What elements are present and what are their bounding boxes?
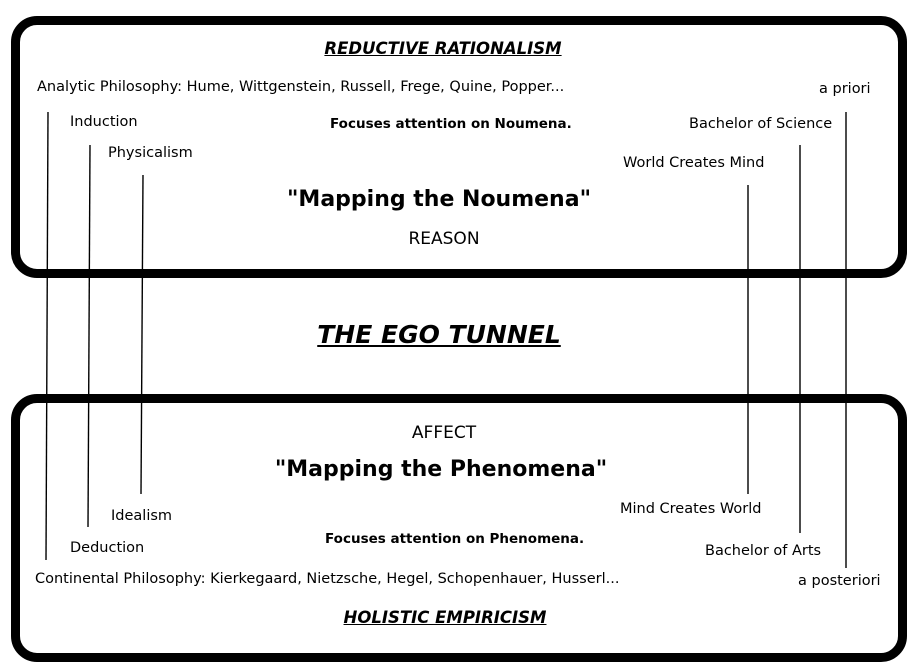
top-philosophy-label: Analytic Philosophy: Hume, Wittgenstein, Russell, Frege, Quine, Popper...: [37, 79, 565, 95]
top-knowledge-label: a priori: [819, 81, 871, 97]
top-method-label: Induction: [70, 114, 138, 130]
bottom-heading: HOLISTIC EMPIRICISM: [343, 608, 547, 627]
bottom-focus-text: Focuses attention on Phenomena.: [325, 531, 585, 547]
top-heading: REDUCTIVE RATIONALISM: [324, 39, 562, 58]
bottom-method-label: Deduction: [70, 540, 145, 556]
top-degree-label: Bachelor of Science: [689, 116, 833, 132]
bottom-ontology-label: Idealism: [111, 508, 173, 524]
connector-philosophy: [46, 112, 48, 560]
connector-method: [88, 145, 90, 527]
top-ontology-label: Physicalism: [108, 145, 193, 161]
bottom-causation-label: Mind Creates World: [620, 501, 762, 517]
top-focus-text: Focuses attention on Noumena.: [330, 116, 572, 132]
top-mapping-title: "Mapping the Noumena": [286, 187, 592, 212]
top-faculty-label: REASON: [408, 229, 480, 249]
ego-tunnel-title: THE EGO TUNNEL: [317, 320, 561, 349]
top-causation-label: World Creates Mind: [623, 155, 765, 171]
bottom-knowledge-label: a posteriori: [798, 573, 881, 589]
connector-ontology: [141, 175, 143, 494]
bottom-degree-label: Bachelor of Arts: [705, 543, 822, 559]
bottom-philosophy-label: Continental Philosophy: Kierkegaard, Nietzsche, Hegel, Schopenhauer, Husserl...: [35, 571, 620, 587]
bottom-mapping-title: "Mapping the Phenomena": [274, 457, 608, 482]
bottom-faculty-label: AFFECT: [411, 423, 477, 443]
